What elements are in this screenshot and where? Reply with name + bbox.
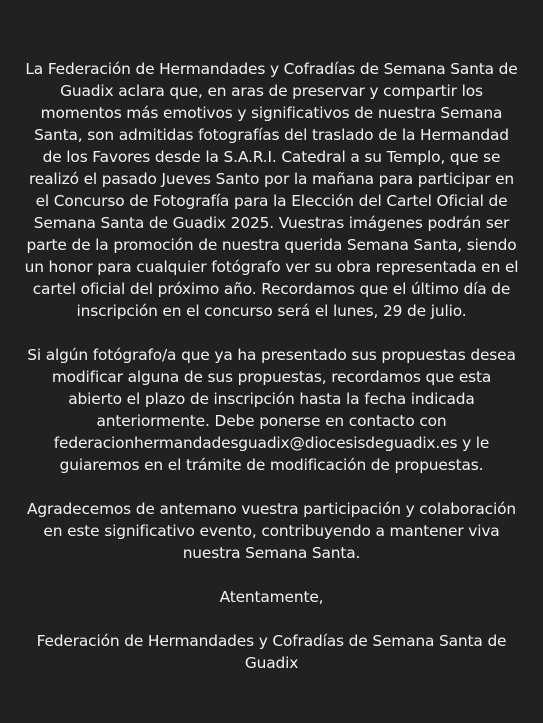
announcement-paragraph-1: La Federación de Hermandades y Cofradías de Semana Santa de Guadix aclara que, en aras de preservar y compartir los momentos más emotivos y significativos de nuestra Semana Santa, son admitidas fotografías del traslado de la Hermandad de los Favores desde la S.A.R.I. Catedral a su Templo, que se realizó el pasado Jueves Santo por la mañana para participar en el Concurso de Fotografía para la Elección del Cartel Oficial de Semana Santa de Guadix 2025. Vuestras imágenes podrán ser parte de la promoción de nuestra querida Semana Santa, siendo un honor para cualquier fotógrafo ver su obra representada en el cartel oficial del próximo año. Recordamos que el último día de inscripción en el concurso será el lunes, 29 de julio. [24, 60, 519, 320]
announcement-paragraph-3: Agradecemos de antemano vuestra participación y colaboración en este significativo evento, contribuyendo a mantener viva nuestra Semana Santa. [27, 500, 516, 562]
closing-salutation: Atentamente, [219, 588, 324, 606]
signature: Federación de Hermandades y Cofradías de Semana Santa de Guadix [36, 632, 507, 672]
announcement-paragraph-2: Si algún fotógrafo/a que ya ha presentado sus propuestas desea modificar alguna de sus propuestas, recordamos que esta abierto el plazo de inscripción hasta la fecha indicada anteriormente. Debe ponerse en contacto con federacionhermandadesguadix@diocesisdeguadix.es y le guiaremos en el trámite de modificación de propuestas. [27, 346, 516, 474]
